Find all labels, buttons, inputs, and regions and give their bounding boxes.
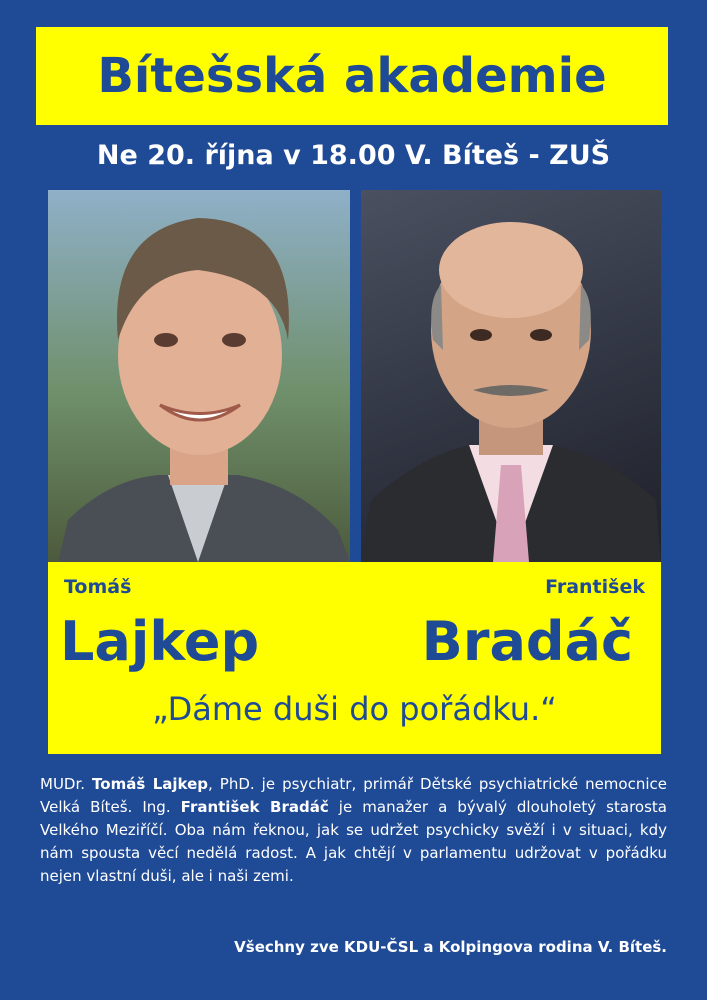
event-description xyxy=(40,773,667,888)
portrait-illustration-left xyxy=(48,190,350,562)
speakers-banner xyxy=(48,562,661,754)
title-banner xyxy=(36,27,668,125)
speaker-last-name-left: Lajkep xyxy=(60,610,260,673)
desc-name-lajkep: Tomáš Lajkep xyxy=(92,775,209,793)
invitation-line: Všechny zve KDU-ČSL a Kolpingova rodina V. Bíteš. xyxy=(234,938,667,956)
desc-part-2: , PhD. je psychiatr, primář Dětské psychiatrické nemocnice Velká Bíteš. Ing. xyxy=(40,775,667,816)
portrait-illustration-right xyxy=(361,190,661,562)
speaker-photo-bradac xyxy=(361,190,661,562)
desc-part-1: MUDr. xyxy=(40,775,93,793)
speaker-photo-lajkep xyxy=(48,190,350,562)
speaker-first-name-right: František xyxy=(545,576,645,598)
speaker-last-name-right: Bradáč xyxy=(421,610,633,673)
desc-part-3: je manažer a bývalý dlouholetý starosta Velkého Meziříčí. Oba nám řeknou, jak se udržet psychicky svěží i v situaci, kdy nám spousta věcí nedělá radost. A jak chtějí v parlamentu udržovat v pořádku nejen vlastní duši, ale i naši zemi. xyxy=(40,798,667,885)
desc-name-bradac: František Bradáč xyxy=(180,798,329,816)
poster-title: Bítešská akademie xyxy=(97,48,607,104)
speaker-first-name-left: Tomáš xyxy=(64,576,132,598)
event-date-line: Ne 20. října v 18.00 V. Bíteš - ZUŠ xyxy=(96,140,611,171)
event-motto: „Dáme duši do pořádku.“ xyxy=(152,690,557,728)
